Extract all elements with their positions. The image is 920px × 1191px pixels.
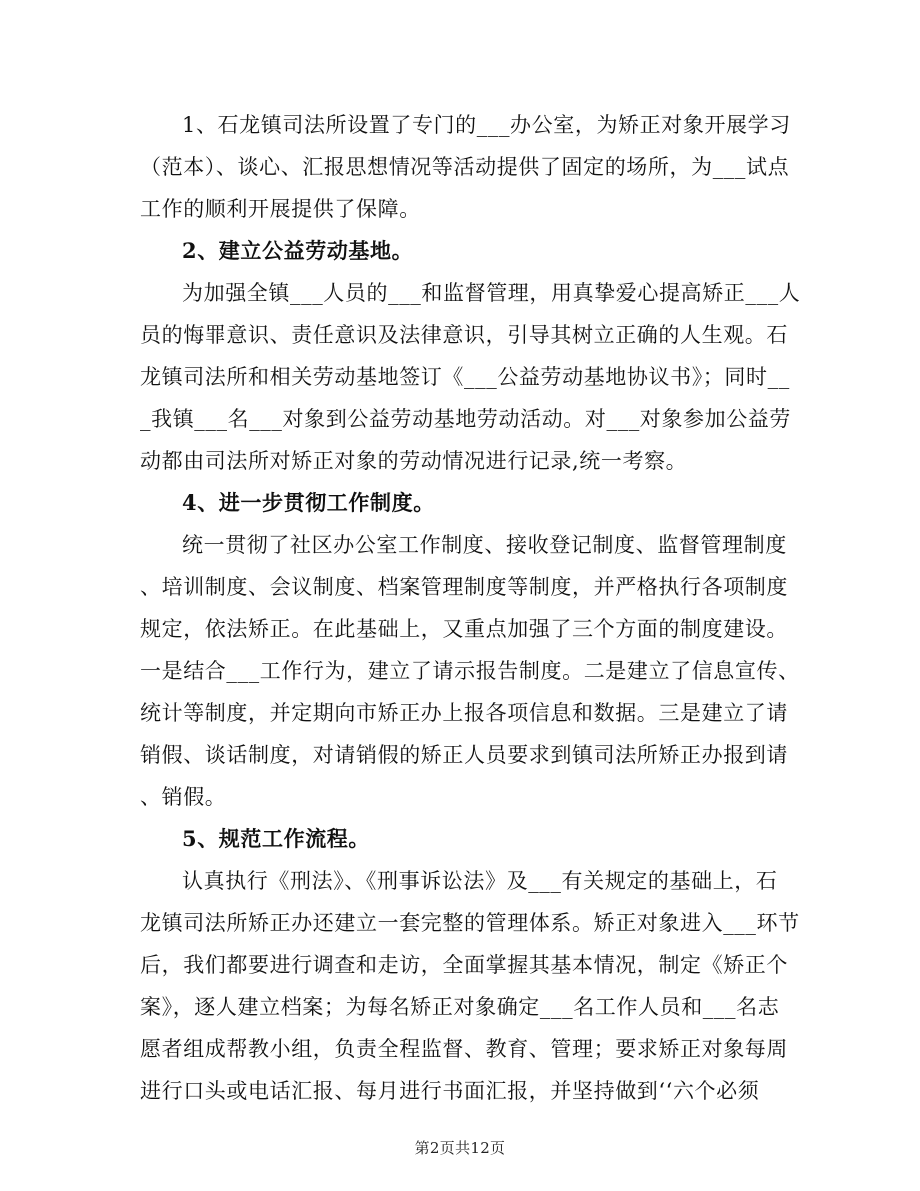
page-number: 第2页共12页 [414, 1139, 506, 1157]
paragraph-line: 龙镇司法所和相关劳动基地签订《___公益劳动基地协议书》；同时__ [140, 365, 790, 389]
document-body [140, 104, 801, 1112]
paragraph-line: 认真执行《刑法》、《刑事诉讼法》及___有关规定的基础上，石 [182, 869, 778, 893]
paragraph-line: 案》，逐人建立档案；为每名矫正对象确定___名工作人员和___名志 [140, 995, 780, 1019]
section-heading: 4、进一步贯彻工作制度。 [182, 490, 435, 515]
paragraph-line: 销假、谈话制度，对请销假的矫正人员要求到镇司法所矫正办报到请 [140, 743, 788, 767]
paragraph-line: 为加强全镇___人员的___和监督管理，用真挚爱心提高矫正___人 [182, 281, 801, 305]
paragraph-line: 1、石龙镇司法所设置了专门的___办公室，为矫正对象开展学习 [182, 113, 791, 137]
paragraph-line: 规定，依法矫正。在此基础上，又重点加强了三个方面的制度建设。 [140, 617, 788, 641]
paragraph-line: 龙镇司法所矫正办还建立一套完整的管理体系。矫正对象进入___环节 [140, 911, 800, 935]
section-heading: 5、规范工作流程。 [182, 826, 371, 851]
paragraph-line: _我镇___名___对象到公益劳动基地劳动活动。对___对象参加公益劳 [140, 407, 791, 431]
paragraph-line: （范本）、谈心、汇报思想情况等活动提供了固定的场所，为___试点 [140, 155, 790, 179]
paragraph-line: 愿者组成帮教小组，负责全程监督、教育、管理；要求矫正对象每周 [140, 1037, 788, 1061]
paragraph-line: 后，我们都要进行调查和走访，全面掌握其基本情况，制定《矫正个 [140, 953, 788, 977]
paragraph-line: 动都由司法所对矫正对象的劳动情况进行记录,统一考察。 [140, 449, 688, 473]
paragraph-line: 、培训制度、会议制度、档案管理制度等制度，并严格执行各项制度 [140, 575, 788, 599]
paragraph-line: 、销假。 [140, 785, 227, 809]
paragraph-line: 统一贯彻了社区办公室工作制度、接收登记制度、监督管理制度 [182, 533, 787, 557]
paragraph-line: 员的悔罪意识、责任意识及法律意识，引导其树立正确的人生观。石 [140, 323, 788, 347]
paragraph-line: 统计等制度，并定期向市矫正办上报各项信息和数据。三是建立了请 [140, 701, 788, 725]
paragraph-line: 进行口头或电话汇报、每月进行书面汇报，并坚持做到‘‘六个必须 [140, 1079, 760, 1103]
section-heading: 2、建立公益劳动基地。 [182, 238, 414, 263]
paragraph-line: 工作的顺利开展提供了保障。 [140, 197, 421, 221]
paragraph-line: 一是结合___工作行为，建立了请示报告制度。二是建立了信息宣传、 [140, 659, 800, 683]
